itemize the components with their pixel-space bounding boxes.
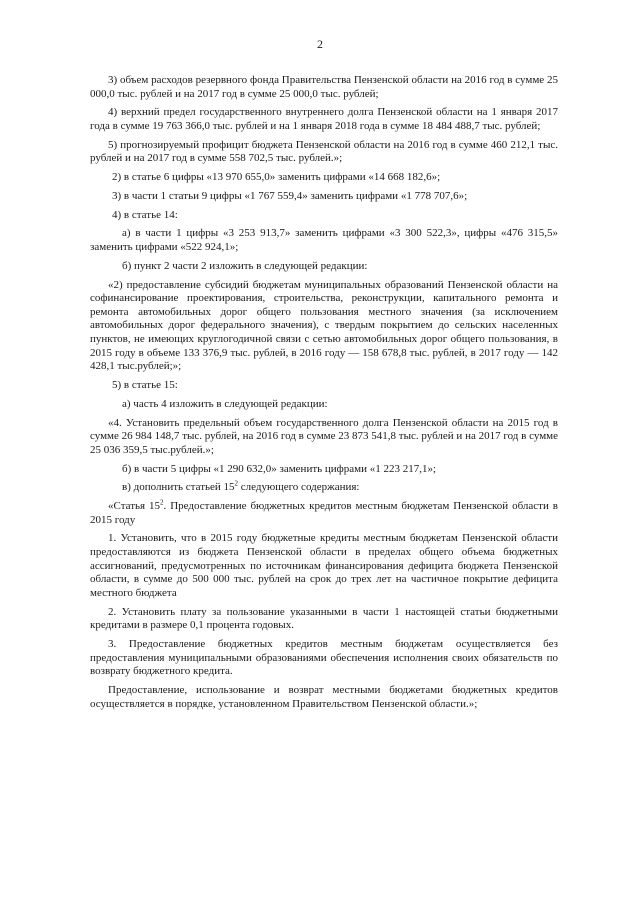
paragraph-text: в) дополнить статьей 15 (122, 481, 235, 494)
paragraph: «4. Установить предельный объем государственного долга Пензенской области на 2015 год в сумме 26 984 148,7 тыс. рублей, на 2016 год в сумме 23 873 541,8 тыс. рублей и на 2017 год в сумме 25 036 359,5 тыс.рублей.»; (90, 416, 558, 456)
paragraph-text: «Статья 15 (108, 500, 161, 513)
paragraph: б) в части 5 цифры «1 290 632,0» заменить цифрами «1 223 217,1»; (122, 462, 437, 475)
paragraph: 2. Установить плату за пользование указанными в части 1 настоящей статьи бюджетными кредитами в размере 0,1 процента годовых. (90, 605, 558, 632)
paragraph: 5) прогнозируемый профицит бюджета Пензенской области на 2016 год в сумме 460 212,1 тыс. рублей и на 2017 год в сумме 558 702,5 тыс. рублей.»; (90, 138, 558, 165)
paragraph: а) в части 1 цифры «3 253 913,7» заменить цифрами «3 300 522,3», цифры «476 315,5» заменить цифрами «522 924,1»; (90, 227, 558, 254)
paragraph: 2) в статье 6 цифры «13 970 655,0» заменить цифрами «14 668 182,6»; (112, 171, 441, 184)
paragraph: 1. Установить, что в 2015 году бюджетные кредиты местным бюджетам Пензенской области предоставляются из бюджета Пензенской области в пределах общего объема бюджетных ассигнований, предусмотренных по источникам финансирования дефицита бюджета Пензенской области, в сумме до 500 000 тыс. рублей на срок до трех лет на частичное покрытие дефицита местного бюджета (90, 532, 558, 599)
paragraph: 4) верхний предел государственного внутреннего долга Пензенской области на 1 января 2017 года в сумме 19 763 366,0 тыс. рублей и на 1 января 2018 года в сумме 18 484 488,7 тыс. рублей; (90, 106, 558, 132)
article-heading (90, 500, 558, 527)
paragraph: 3. Предоставление бюджетных кредитов местным бюджетам осуществляется без предоставления муниципальными образованиями обеспечения исполнения своих обязательств по возврату бюджетного кредита. (90, 637, 558, 678)
paragraph-with-superscript (90, 481, 558, 495)
paragraph: Предоставление, использование и возврат местными бюджетами бюджетных кредитов осуществляется в порядке, установленном Правительством Пензенской области.»; (90, 683, 558, 710)
paragraph: б) пункт 2 части 2 изложить в следующей редакции: (122, 259, 368, 272)
paragraph: 4) в статье 14: (112, 208, 178, 221)
paragraph: 3) объем расходов резервного фонда Правительства Пензенской области на 2016 год в сумме 25 000,0 тыс. рублей и на 2017 год в сумме 25 000,0 тыс. рублей; (90, 74, 558, 100)
page-number: 2 (317, 37, 323, 51)
superscript: 2 (160, 498, 164, 507)
paragraph: 3) в части 1 статьи 9 цифры «1 767 559,4» заменить цифрами «1 778 707,6»; (112, 189, 468, 202)
document-body (90, 74, 558, 716)
paragraph-tail: следующего содержания: (238, 481, 360, 494)
paragraph-tail: . Предоставление бюджетных кредитов местным бюджетам Пензенской области в 2015 году (90, 500, 558, 526)
superscript: 2 (234, 479, 239, 488)
paragraph: 5) в статье 15: (112, 378, 178, 391)
paragraph: «2) предоставление субсидий бюджетам муниципальных образований Пензенской области на софинансирование проектирования, строительства, реконструкции, капитального ремонта и ремонта автомобильных дорог общего пользования местного значения (за исключением автомобильных дорог федерального значения), с твердым покрытием до сельских населенных пунктов, не имеющих круглогодичной связи с сетью автомобильных дорог общего пользования, в 2015 году в объеме 133 376,9 тыс. рублей, в 2016 году — 158 678,8 тыс. рублей, в 2017 году — 142 428,1 тыс.рублей;»; (90, 278, 558, 373)
paragraph: а) часть 4 изложить в следующей редакции: (122, 397, 328, 410)
